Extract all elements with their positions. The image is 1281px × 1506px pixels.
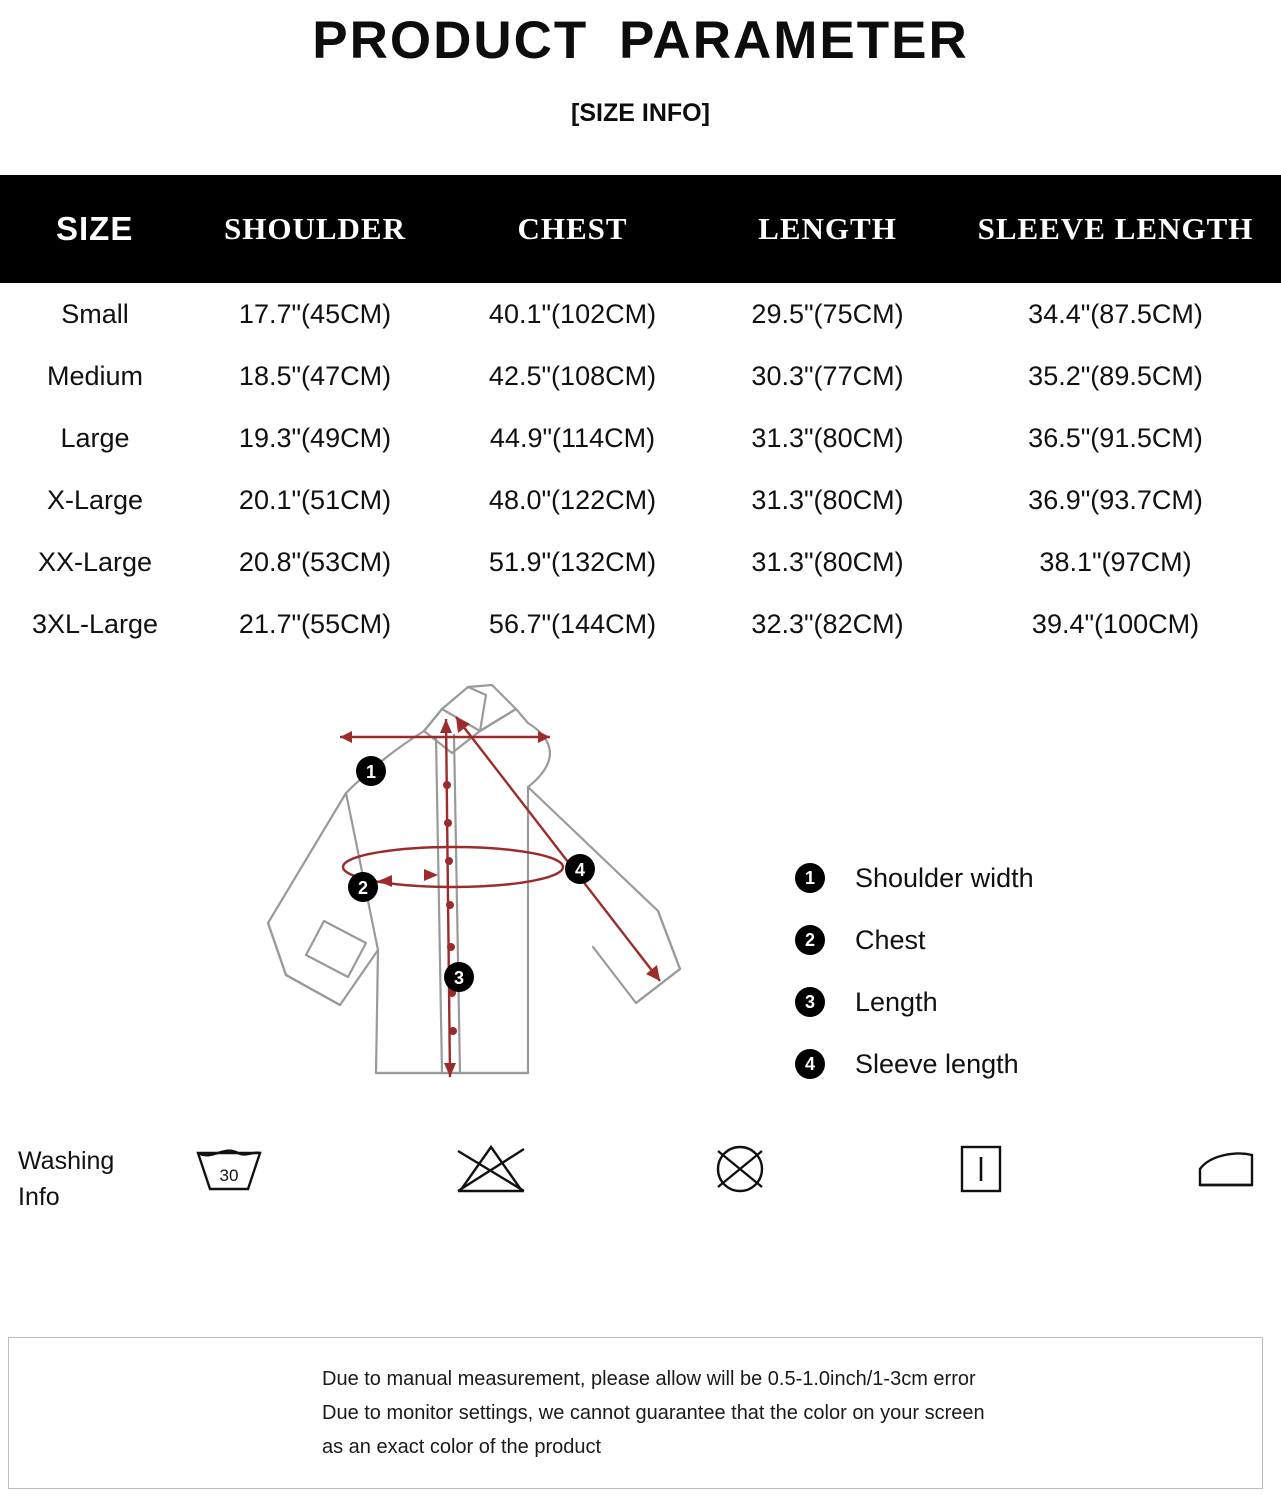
column-header-chest: CHEST (517, 211, 628, 246)
cell-length: 29.5"(75CM) (751, 298, 904, 329)
column-header-size: SIZE (56, 210, 134, 247)
legend-badge-2: 2 (795, 925, 825, 955)
washing-info-label (18, 1143, 114, 1215)
cell-chest: 48.0"(122CM) (488, 484, 657, 515)
legend-label-shoulder-width: Shoulder width (855, 862, 1034, 893)
washing-info-label-line2: Info (18, 1183, 60, 1211)
do-not-bleach-icon (450, 1139, 532, 1204)
washing-info-section (0, 1121, 1281, 1261)
table-row (0, 593, 1281, 655)
disclaimer-line-2: Due to monitor settings, we cannot guarantee that the color on your screen (322, 1402, 985, 1424)
cell-length: 31.3"(80CM) (751, 422, 904, 453)
cell-size: Large (60, 422, 130, 453)
legend-badge-4: 4 (795, 1049, 825, 1079)
table-row (0, 283, 1281, 345)
cell-shoulder: 21.7"(55CM) (238, 608, 392, 639)
cell-length: 32.3"(82CM) (751, 608, 904, 639)
cell-length: 30.3"(77CM) (751, 360, 904, 391)
cell-shoulder: 19.3"(49CM) (238, 422, 392, 453)
wash-30-icon (190, 1139, 268, 1204)
table-row (0, 531, 1281, 593)
cell-chest: 40.1"(102CM) (488, 298, 657, 329)
cell-size: 3XL-Large (31, 608, 159, 639)
cell-shoulder: 18.5"(47CM) (238, 360, 392, 391)
marker-2-label: 2 (357, 878, 369, 898)
marker-4-label: 4 (574, 860, 586, 880)
disclaimer-line-1: Due to manual measurement, please allow will be 0.5-1.0inch/1-3cm error (322, 1368, 976, 1390)
cell-sleeve: 35.2"(89.5CM) (1028, 360, 1203, 391)
wash-temp-label: 30 (219, 1166, 239, 1185)
measurement-legend (795, 847, 1225, 1095)
product-parameter-page (0, 6, 1281, 1506)
cell-chest: 42.5"(108CM) (488, 360, 657, 391)
dry-clean-icon (950, 1139, 1012, 1204)
table-row (0, 469, 1281, 531)
disclaimer-line-3: as an exact color of the product (322, 1436, 602, 1458)
measurement-diagram-section (0, 679, 1281, 1109)
size-info-subtitle: [SIZE INFO] (571, 99, 710, 127)
cell-size: Small (61, 298, 129, 329)
legend-item-chest (795, 909, 1225, 971)
legend-badge-3: 3 (795, 987, 825, 1017)
page-title: PRODUCT PARAMETER (312, 11, 969, 70)
iron-low-icon (1192, 1139, 1262, 1204)
legend-item-length (795, 971, 1225, 1033)
cell-shoulder: 17.7"(45CM) (238, 298, 392, 329)
table-header-row (0, 175, 1281, 283)
legend-label-chest: Chest (855, 924, 926, 955)
cell-chest: 51.9"(132CM) (488, 546, 657, 577)
column-header-length: LENGTH (758, 211, 897, 246)
table-row (0, 407, 1281, 469)
do-not-tumble-dry-icon (700, 1139, 780, 1204)
cell-chest: 44.9"(114CM) (489, 422, 656, 453)
legend-item-shoulder-width (795, 847, 1225, 909)
size-chart-body (0, 283, 1281, 655)
legend-label-length: Length (855, 986, 938, 1017)
table-row (0, 345, 1281, 407)
legend-label-sleeve-length: Sleeve length (855, 1048, 1019, 1079)
size-chart-header (0, 175, 1281, 283)
cell-sleeve: 38.1"(97CM) (1039, 546, 1192, 577)
cell-size: X-Large (46, 484, 144, 515)
cell-size: XX-Large (37, 546, 153, 577)
legend-badge-1: 1 (795, 863, 825, 893)
cell-chest: 56.7"(144CM) (488, 608, 657, 639)
cell-shoulder: 20.1"(51CM) (238, 484, 392, 515)
cell-length: 31.3"(80CM) (751, 484, 904, 515)
cell-shoulder: 20.8"(53CM) (238, 546, 392, 577)
disclaimer-box (8, 1337, 1263, 1489)
cell-length: 31.3"(80CM) (751, 546, 904, 577)
size-chart-table (0, 175, 1281, 655)
marker-1-label: 1 (365, 762, 377, 782)
cell-sleeve: 36.9"(93.7CM) (1028, 484, 1203, 515)
marker-3-label: 3 (453, 968, 465, 988)
cell-size: Medium (46, 360, 144, 391)
cell-sleeve: 39.4"(100CM) (1031, 608, 1200, 639)
cell-sleeve: 36.5"(91.5CM) (1028, 422, 1203, 453)
cell-sleeve: 34.4"(87.5CM) (1028, 298, 1203, 329)
column-header-shoulder: SHOULDER (224, 211, 406, 246)
washing-info-label-line1: Washing (18, 1147, 115, 1175)
legend-item-sleeve-length (795, 1033, 1225, 1095)
shirt-illustration (228, 675, 748, 1095)
column-header-sleeve-length: SLEEVE LENGTH (977, 211, 1254, 246)
